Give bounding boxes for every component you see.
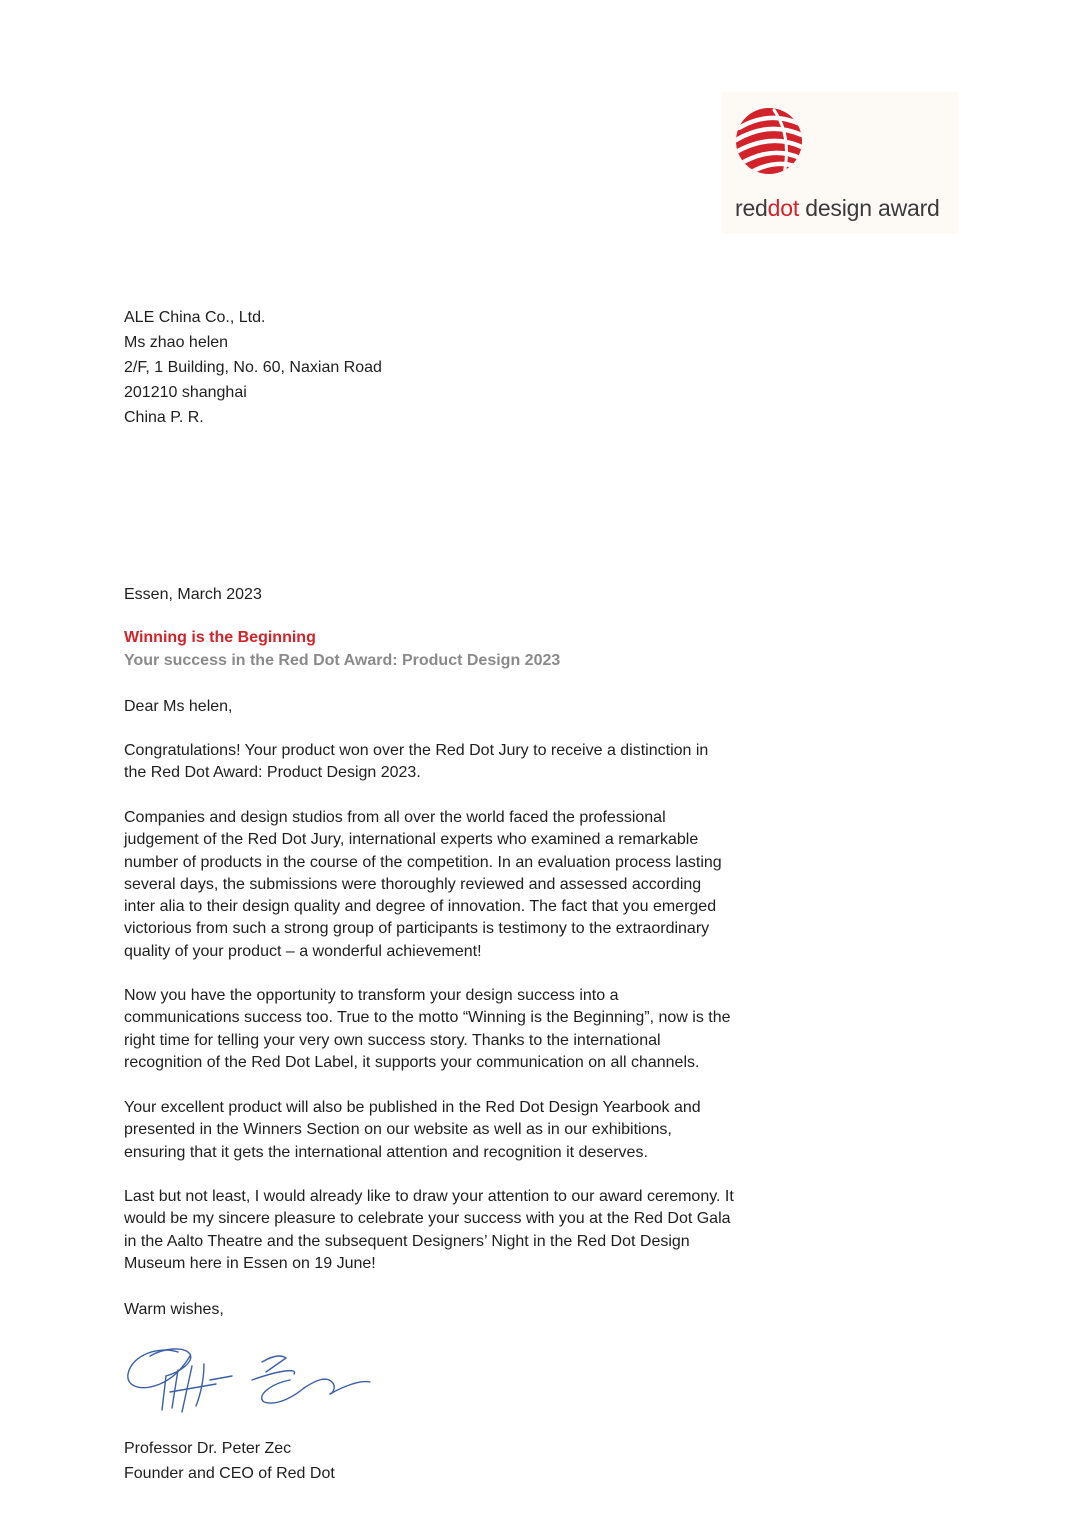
logo-word-dot: dot [767, 195, 800, 221]
subject-block [124, 626, 560, 672]
address-line: Ms zhao helen [124, 334, 229, 351]
address-line: ALE China Co., Ltd. [124, 309, 266, 326]
salutation: Dear Ms helen, [124, 698, 233, 715]
body-paragraph: Companies and design studios from all over the world faced the professional judgement of the Red Dot Jury, international experts who examined a remarkable number of products in the course of the competition. In an evaluation process lasting several days, the submissions were thoroughly reviewed and assessed according inter alia to their design quality and degree of innovation. The fact that you emerged victorious from such a strong group of participants is testimony to the extraordinary quality of your product – a wonderful achievement! [124, 809, 722, 960]
subject-subtitle: Your success in the Red Dot Award: Product Design 2023 [124, 652, 561, 669]
body-paragraph: Last but not least, I would already like to draw your attention to our award ceremony. It would be my sincere pleasure to celebrate your success with you at the Red Dot Gala in the Aalto Theatre and the subsequent Designers’ Night in the Red Dot Design Museum here in Essen on 19 June! [124, 1188, 734, 1272]
subject-title: Winning is the Beginning [124, 629, 316, 646]
signatory-block [124, 1436, 335, 1486]
address-line: 201210 shanghai [124, 384, 247, 401]
closing: Warm wishes, [124, 1301, 224, 1318]
body-paragraph: Congratulations! Your product won over the Red Dot Jury to receive a distinction in the Red Dot Award: Product Design 2023. [124, 742, 709, 782]
address-line: China P. R. [124, 409, 204, 426]
logo-wordmark [735, 195, 940, 222]
logo-word-red: red [735, 195, 768, 221]
signatory-name: Professor Dr. Peter Zec [124, 1440, 292, 1457]
date-line: Essen, March 2023 [124, 586, 262, 603]
signatory-title: Founder and CEO of Red Dot [124, 1465, 335, 1482]
reddot-sphere-icon [734, 106, 804, 176]
reddot-logo [722, 92, 958, 234]
address-line: 2/F, 1 Building, No. 60, Naxian Road [124, 359, 382, 376]
handwritten-signature [120, 1340, 390, 1420]
body-paragraph: Now you have the opportunity to transform your design success into a communications success too. True to the motto “Winning is the Beginning”, now is the right time for telling your very own success story. Thanks to the international recognition of the Red Dot Label, it supports your communication on all channels. [124, 987, 731, 1071]
recipient-address [124, 305, 382, 430]
body-paragraph: Your excellent product will also be published in the Red Dot Design Yearbook and presented in the Winners Section on our website as well as in our exhibitions, ensuring that it gets the international attention and recognition it deserves. [124, 1099, 701, 1161]
logo-word-design-award: design award [799, 195, 940, 221]
